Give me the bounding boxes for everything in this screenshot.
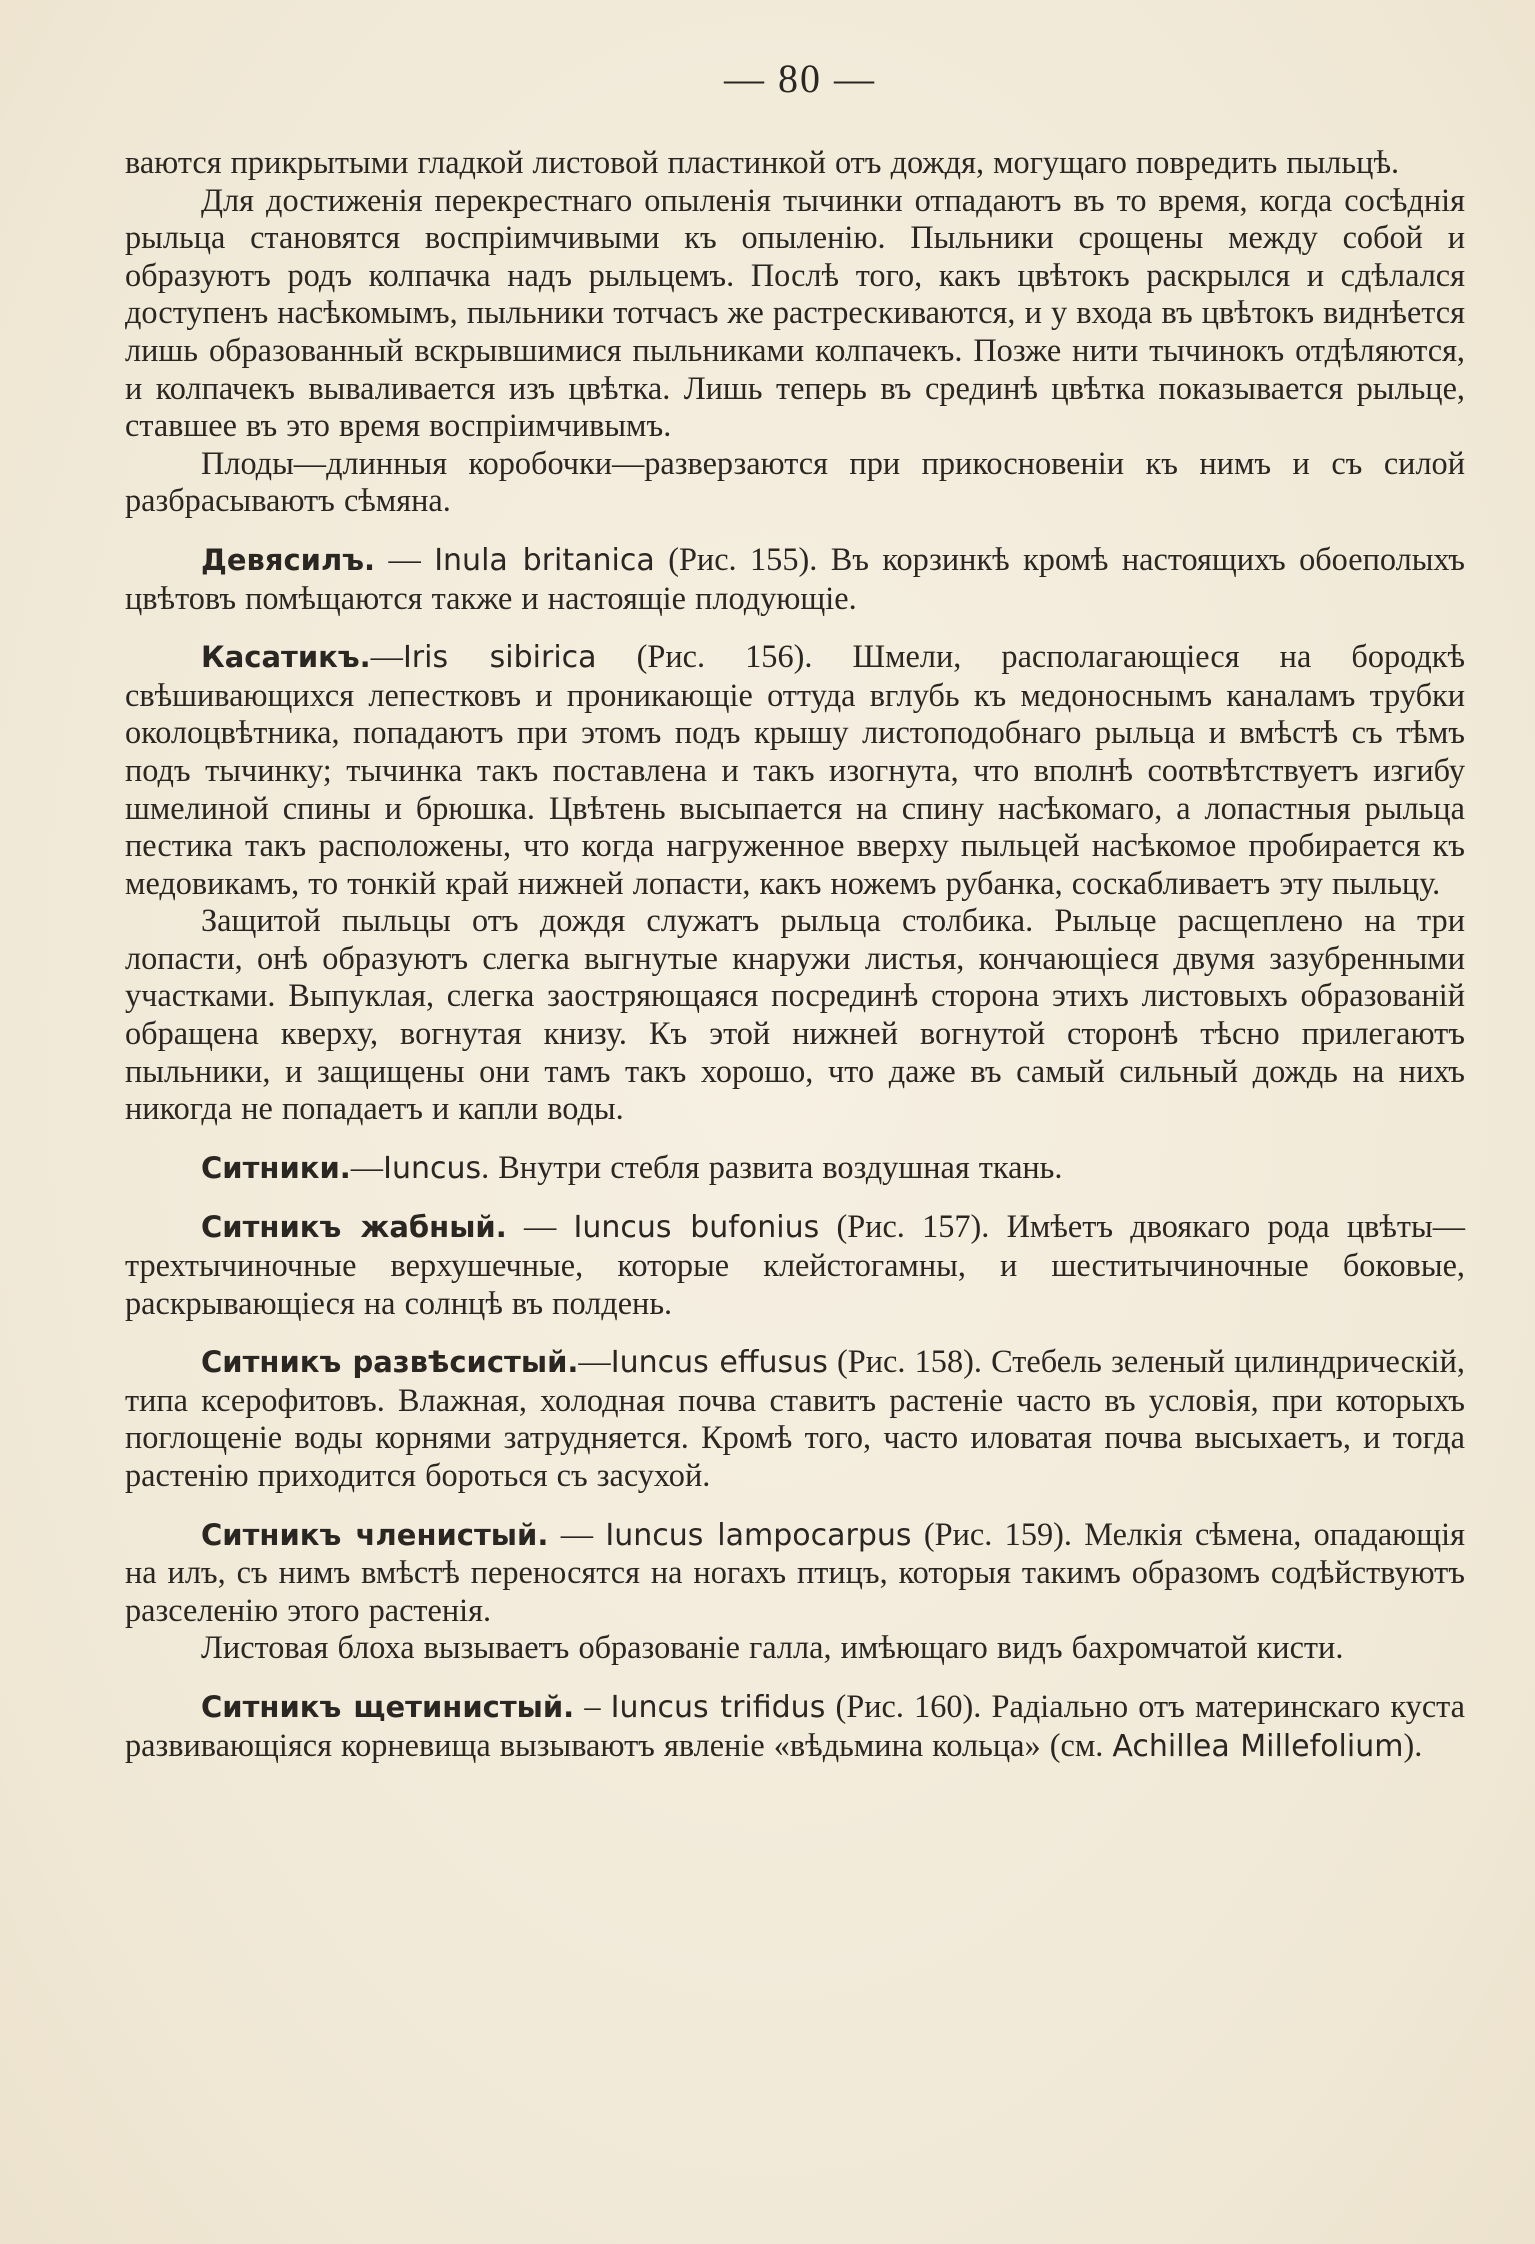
cross-reference: Achillea Millefolium [1112, 1728, 1404, 1764]
entry-separator: – [574, 1687, 611, 1724]
entry-separator: — [506, 1208, 574, 1245]
intro-paragraph: ваются прикрытыми гладкой листовой пластинкой отъ дождя, могущаго повредить пыльцѣ. [125, 144, 1400, 180]
entry-paragraph [125, 1516, 1465, 1630]
entry-name: Касатикъ. [201, 640, 371, 675]
entry-paragraph [125, 1343, 1465, 1494]
entry-continuation: Защитой пыльцы отъ дождя служатъ рыльца столбика. Рыльце расщеплено на три лопасти, онѣ образуютъ слегка выгнутые кнаружи листья, кончающіеся двумя зазубренными участками. Выпуклая, слегка заостряющаяся посрединѣ сторона этихъ листовыхъ образованій обращена кверху, вогнутая книзу. Къ этой нижней вогнутой сторонѣ тѣсно прилегаютъ пыльники, и защищены они тамъ такъ хорошо, что даже въ самый сильный дождь на нихъ никогда не попадаетъ и капли воды. [125, 902, 1465, 1127]
page-number-text: — 80 — [724, 56, 876, 101]
entry-name: Ситникъ щетинистый. [201, 1689, 575, 1724]
entry-latin-name: Iuncus [383, 1150, 482, 1186]
entry-text: . Внутри стебля развита воздушная ткань. [481, 1148, 1063, 1185]
entry-text: (Рис. 160). Радіально отъ материнскаго куста развивающіяся корневища вызываютъ явленіе «вѣдьмина кольца» (см. [125, 1687, 1466, 1763]
intro-paragraph: Плоды—длинныя коробочки—разверзаются при прикосновеніи къ нимъ и съ силой разбрасываютъ сѣмяна. [125, 444, 1465, 519]
entry-paragraph [125, 1208, 1465, 1322]
entry-name: Ситникъ членистый. [201, 1517, 549, 1552]
entry-latin-name: Iuncus effusus [610, 1345, 828, 1381]
entry-text: (Рис. 159). Мелкія сѣмена, опадающія на илъ, съ нимъ вмѣстѣ переносятся на ногахъ птицъ, которыя такимъ образомъ содѣйствуютъ разселенію этого растенія. [125, 1515, 1466, 1628]
page-number [125, 55, 1465, 102]
entry-paragraph [125, 1149, 1465, 1188]
entry-separator: — [370, 638, 403, 675]
entry-name: Ситникъ развѣсистый. [201, 1345, 579, 1380]
entry-name: Ситникъ жабный. [201, 1210, 507, 1245]
entry-text-tail: ). [1403, 1726, 1423, 1763]
entry-latin-name: Iuncus lampocarpus [605, 1517, 912, 1553]
entry-latin-name: Inula britanica [434, 542, 655, 578]
entry-continuation: Листовая блоха вызываетъ образованіе галла, имѣющаго видъ бахромчатой кисти. [201, 1629, 1344, 1666]
entry-text: (Рис. 156). Шмели, располагающіеся на бородкѣ свѣшивающихся лепестковъ и проникающіе оттуда вглубь къ медоноснымъ каналамъ трубки околоцвѣтника, попадаютъ при этомъ подъ крышу листоподобнаго рыльца и вмѣстѣ съ тѣмъ подъ тычинку; тычинка такъ поставлена и такъ изогнута, что вполнѣ соотвѣтствуетъ изгибу шмелиной спины и брюшка. Цвѣтень высыпается на спину насѣкомаго, а лопастныя рыльца пестика такъ расположены, что когда нагруженное вверху пыльцей насѣкомое пробирается къ медовикамъ, то тонкій край нижней лопасти, какъ ножемъ рубанка, соскабливаетъ эту пыльцу. [125, 638, 1465, 901]
entry-latin-name: Iris sibirica [402, 640, 597, 676]
entry-text: (Рис. 158). Стебель зеленый цилиндрическій, типа ксерофитовъ. Влажная, холодная почва ставитъ растеніе часто въ условія, при которыхъ поглощеніе воды корнями затрудняется. Кромѣ того, часто иловатая почва высыхаетъ, и тогда растенію приходится бороться съ засухой. [125, 1343, 1465, 1493]
entry-name: Девясилъ. [201, 542, 376, 577]
entry-latin-name: Iuncus bufonius [573, 1210, 820, 1246]
entry-name: Ситники. [201, 1150, 351, 1185]
intro-paragraph: Для достиженія перекрестнаго опыленія тычинки отпадаютъ въ то время, когда сосѣднія рыльца становятся воспріимчивыми къ опыленію. Пыльники срощены между собой и образуютъ родъ колпачка надъ рыльцемъ. Послѣ того, какъ цвѣтокъ раскрылся и сдѣлался доступенъ насѣкомымъ, пыльники тотчасъ же растрескиваются, и у входа въ цвѣтокъ виднѣется лишь образованный вскрывшимися пыльниками колпачекъ. Позже нити тычинокъ отдѣляются, и колпачекъ вываливается изъ цвѣтка. Лишь теперь въ срединѣ цвѣтка показывается рыльце, ставшее въ это время воспріимчивымъ. [125, 181, 1465, 444]
entry-separator: — [375, 540, 435, 577]
entry-separator: — [350, 1148, 384, 1185]
entry-latin-name: Iuncus trifidus [610, 1689, 826, 1725]
entry-separator: — [578, 1343, 611, 1380]
entry-text: (Рис. 155). Въ корзинкѣ кромѣ настоящихъ обоеполыхъ цвѣтовъ помѣщаются также и настоящіе плодующіе. [125, 540, 1466, 616]
entry-separator: — [548, 1515, 606, 1552]
entry-paragraph [125, 1688, 1465, 1765]
entry-paragraph [125, 638, 1465, 902]
entry-paragraph [125, 541, 1465, 617]
entry-text: (Рис. 157). Имѣетъ двоякаго рода цвѣты—трехтычиночные верхушечные, которые клейстогамны, и шеститычиночные боковые, раскрывающіеся на солнцѣ въ полдень. [125, 1208, 1466, 1321]
